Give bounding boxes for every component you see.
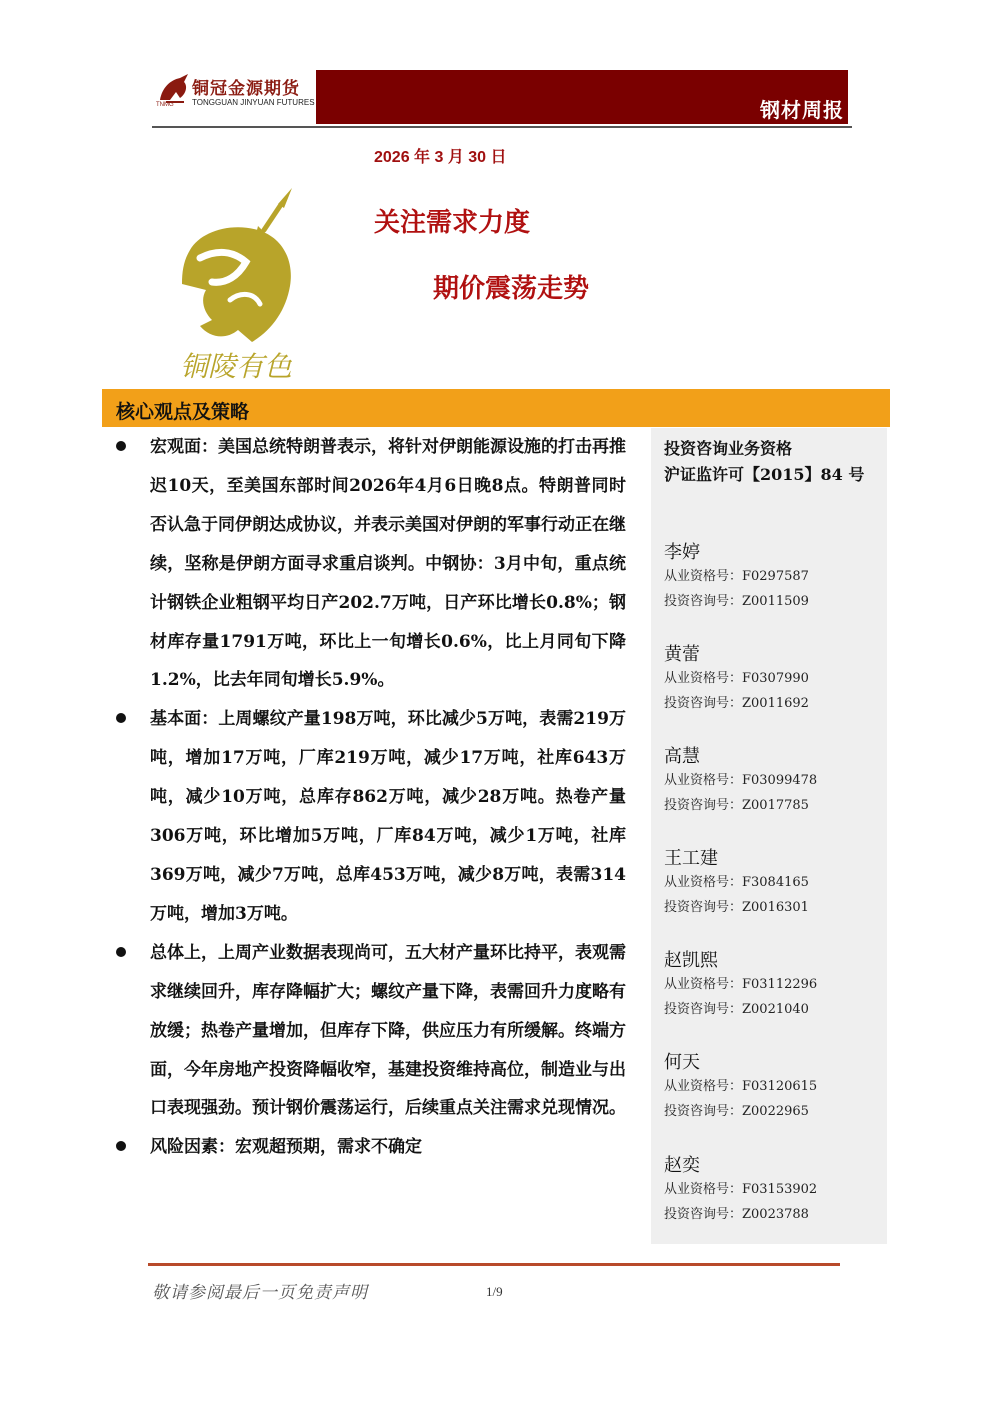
point-macro: [116, 428, 626, 700]
analyst-card: [664, 946, 884, 1022]
analyst-name: 高慧: [664, 746, 700, 767]
point-risk: [116, 1128, 626, 1167]
bullet-icon: [116, 1141, 126, 1151]
analyst-name: 王工建: [664, 848, 718, 869]
footer-disclaimer: 敬请参阅最后一页免责声明: [152, 1283, 368, 1303]
section-title: 核心观点及策略: [116, 401, 250, 423]
qualification-number: 从业资格号：F0297587: [664, 569, 809, 584]
copper-emblem-icon: [160, 180, 320, 385]
analyst-name: 赵凯熙: [664, 950, 718, 971]
point-summary: [116, 934, 626, 1129]
analyst-name: 黄蕾: [664, 644, 700, 665]
consulting-number: 投资咨询号：Z0017785: [664, 798, 809, 813]
analyst-card: [664, 844, 884, 920]
consulting-number: 投资咨询号：Z0022965: [664, 1104, 809, 1119]
qualification-number: 从业资格号：F03153902: [664, 1182, 818, 1197]
section-header: [102, 389, 890, 427]
qualification-number: 从业资格号：F0307990: [664, 671, 809, 686]
report-title-line1: 关注需求力度: [374, 208, 531, 238]
page-number: 1/9: [486, 1284, 503, 1299]
company-logo: [152, 68, 316, 118]
analyst-name: 赵奕: [664, 1155, 700, 1176]
consulting-number: 投资咨询号：Z0021040: [664, 1002, 809, 1017]
qualification-number: 从业资格号：F03112296: [664, 977, 818, 992]
logo-abbreviation: TNMG: [156, 102, 174, 108]
consulting-number: 投资咨询号：Z0011692: [664, 696, 809, 711]
analyst-card: [664, 1048, 884, 1124]
analyst-name: 何天: [664, 1052, 700, 1073]
consulting-number: 投资咨询号：Z0011509: [664, 594, 809, 609]
bullet-icon: [116, 947, 126, 957]
qualification-number: 从业资格号：F3084165: [664, 875, 809, 890]
svg-text:铜陵有色: 铜陵有色: [180, 350, 293, 383]
point-fundamentals: [116, 700, 626, 933]
header-divider: [152, 126, 852, 128]
consulting-number: 投资咨询号：Z0023788: [664, 1207, 809, 1222]
analyst-card: [664, 1151, 884, 1227]
point-text: 总体上，上周产业数据表现尚可，五大材产量环比持平，表观需求继续回升，库存降幅扩大；螺纹产量下降，表需回升力度略有放缓；热卷产量增加，但库存下降，供应压力有所缓解。终端方面，今年房地产投资降幅收窄，基建投资维持高位，制造业与出口表现强劲。预计钢价震荡运行，后续重点关注需求兑现情况。: [150, 942, 626, 1119]
logo-english-name: TONGGUAN JINYUAN FUTURES: [192, 98, 315, 107]
logo-chinese-name: 铜冠金源期货: [192, 79, 300, 99]
license-title: 投资咨询业务资格: [664, 439, 793, 458]
core-views-content: [116, 428, 626, 1167]
footer-divider: [148, 1263, 840, 1266]
consulting-number: 投资咨询号：Z0016301: [664, 900, 809, 915]
header-bar: [316, 70, 848, 124]
analyst-name: 李婷: [664, 542, 700, 563]
point-text: 风险因素：宏观超预期，需求不确定: [150, 1137, 422, 1158]
qualification-number: 从业资格号：F03099478: [664, 773, 818, 788]
report-date: 2026 年 3 月 30 日: [374, 149, 507, 166]
point-text: 宏观面：美国总统特朗普表示，将针对伊朗能源设施的打击再推迟10天，至美国东部时间2026年4月6日晚8点。特朗普同时否认急于同伊朗达成协议，并表示美国对伊朗的军事行动正在继续，坚称是伊朗方面寻求重启谈判。中钢协：3月中旬，重点统计钢铁企业粗钢平均日产202.7万吨，日产环比增长0.8%；钢材库存量1791万吨，环比上一旬增长0.6%，比上月同旬下降1.2%，比去年同旬增长5.9%。: [150, 437, 626, 691]
point-text: 基本面：上周螺纹产量198万吨，环比减少5万吨，表需219万吨，增加17万吨，厂库219万吨，减少17万吨，社库643万吨，减少10万吨，总库存862万吨，减少28万吨。热卷产量306万吨，环比增加5万吨，厂库84万吨，减少1万吨，社库369万吨，减少7万吨，总库453万吨，减少8万吨，表需314万吨，增加3万吨。: [150, 709, 626, 924]
analyst-card: [664, 640, 884, 716]
bullet-icon: [116, 441, 126, 451]
analyst-card: [664, 538, 884, 614]
analyst-sidebar: [651, 428, 887, 1244]
license-number: 沪证监许可【2015】84 号: [664, 465, 865, 484]
bullet-icon: [116, 713, 126, 723]
report-title-line2: 期价震荡走势: [433, 274, 590, 304]
report-type-label: 钢材周报: [760, 98, 844, 122]
qualification-number: 从业资格号：F03120615: [664, 1079, 818, 1094]
analyst-card: [664, 742, 884, 818]
